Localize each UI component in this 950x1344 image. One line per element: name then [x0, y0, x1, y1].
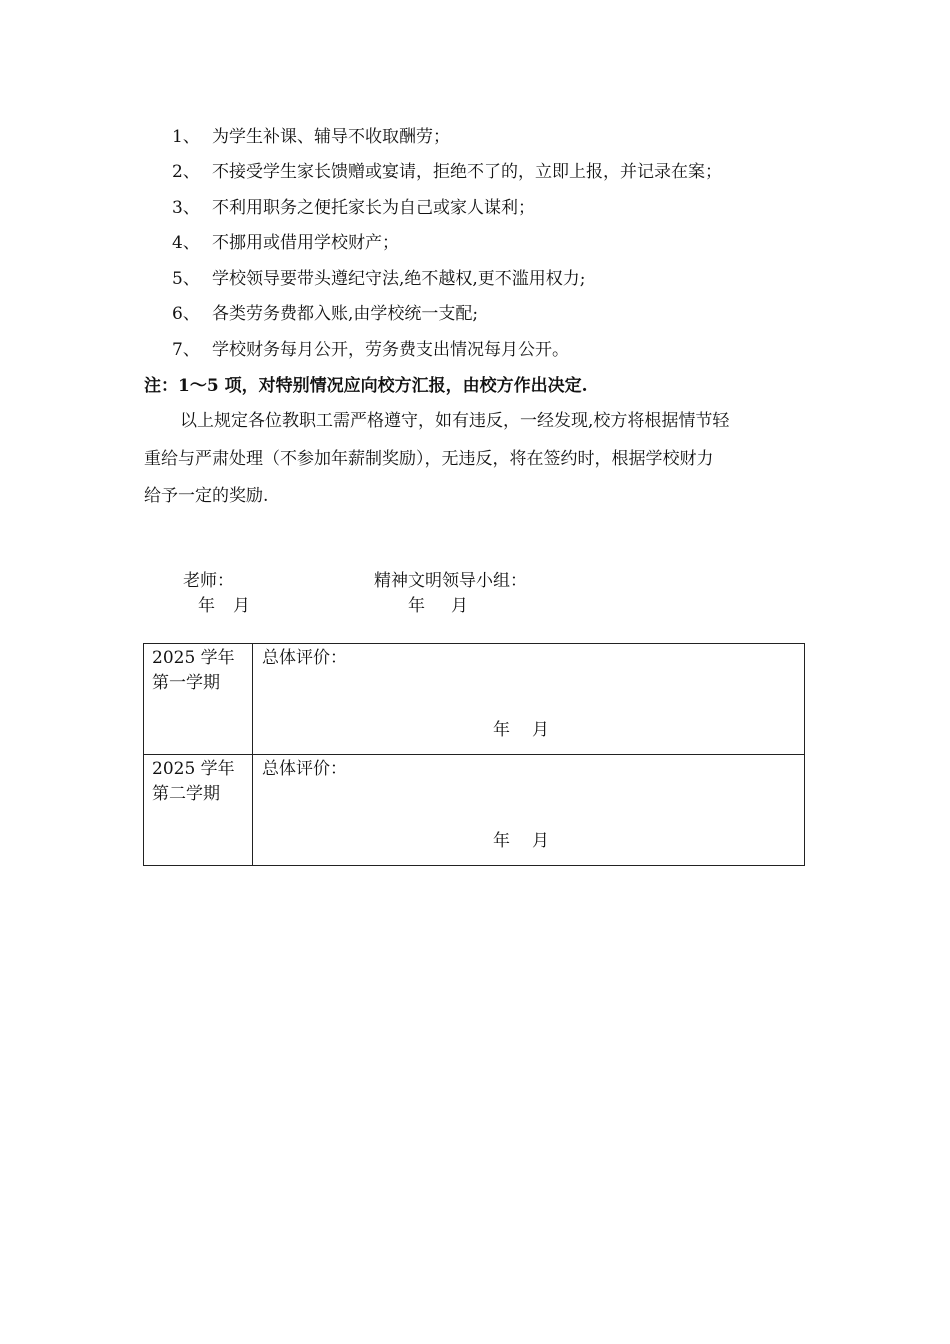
paragraph-line-1: 以上规定各位教职工需严格遵守，如有违反，一经发现,校方将根据情节轻: [180, 411, 730, 431]
month-label: 月: [532, 720, 549, 740]
rule-number: 2、: [172, 162, 200, 182]
group-signature-label: 精神文明领导小组：: [374, 571, 527, 591]
term-semester: 第二学期: [152, 784, 220, 804]
evaluation-label: 总体评价：: [262, 759, 347, 779]
table-row: [144, 755, 805, 866]
month-label: 月: [532, 831, 549, 851]
rule-number: 5、: [172, 269, 200, 289]
teacher-signature-date: [198, 594, 250, 618]
rule-text: 各类劳务费都入账,由学校统一支配;: [212, 304, 479, 324]
rule-item-3: [172, 195, 535, 221]
paragraph-line-2: 重给与严肃处理（不参加年薪制奖励），无违反，将在签约时，根据学校财力: [144, 449, 714, 469]
rule-item-5: [172, 266, 586, 292]
evaluation-date: [493, 718, 549, 743]
year-label: 年: [408, 596, 425, 616]
rule-number: 4、: [172, 233, 200, 253]
term-cell: [144, 644, 253, 755]
table-row: [144, 644, 805, 755]
rule-item-2: [172, 159, 722, 185]
month-label: 月: [233, 596, 250, 616]
rule-text: 为学生补课、辅导不收取酬劳；: [212, 127, 450, 147]
rule-number: 1、: [172, 127, 200, 147]
term-year: 2025 学年: [152, 648, 235, 668]
evaluation-table: [143, 643, 805, 866]
note-text: 注：1～5 项，对特别情况应向校方汇报，由校方作出决定.: [144, 376, 588, 396]
teacher-signature-label: 老师：: [183, 571, 234, 591]
term-cell: [144, 755, 253, 866]
rule-text: 学校财务每月公开，劳务费支出情况每月公开。: [212, 340, 569, 360]
rule-number: 3、: [172, 198, 200, 218]
month-label: 月: [451, 596, 468, 616]
paragraph-line-3: 给予一定的奖励.: [144, 486, 269, 506]
rule-number: 6、: [172, 304, 200, 324]
term-semester: 第一学期: [152, 673, 220, 693]
group-signature-date: [408, 594, 468, 618]
evaluation-date: [493, 829, 549, 854]
year-label: 年: [493, 831, 510, 851]
evaluation-cell[interactable]: [253, 755, 805, 866]
rule-number: 7、: [172, 340, 200, 360]
rule-text: 不利用职务之便托家长为自己或家人谋利；: [212, 198, 535, 218]
rule-item-1: [172, 124, 450, 150]
rule-text: 不接受学生家长馈赠或宴请，拒绝不了的，立即上报，并记录在案；: [212, 162, 722, 182]
year-label: 年: [198, 596, 215, 616]
rule-text: 学校领导要带头遵纪守法,绝不越权,更不滥用权力;: [212, 269, 586, 289]
rule-text: 不挪用或借用学校财产；: [212, 233, 399, 253]
rule-item-7: [172, 337, 569, 363]
term-year: 2025 学年: [152, 759, 235, 779]
rule-item-4: [172, 230, 399, 256]
year-label: 年: [493, 720, 510, 740]
rule-item-6: [172, 301, 478, 327]
evaluation-cell[interactable]: [253, 644, 805, 755]
evaluation-label: 总体评价：: [262, 648, 347, 668]
